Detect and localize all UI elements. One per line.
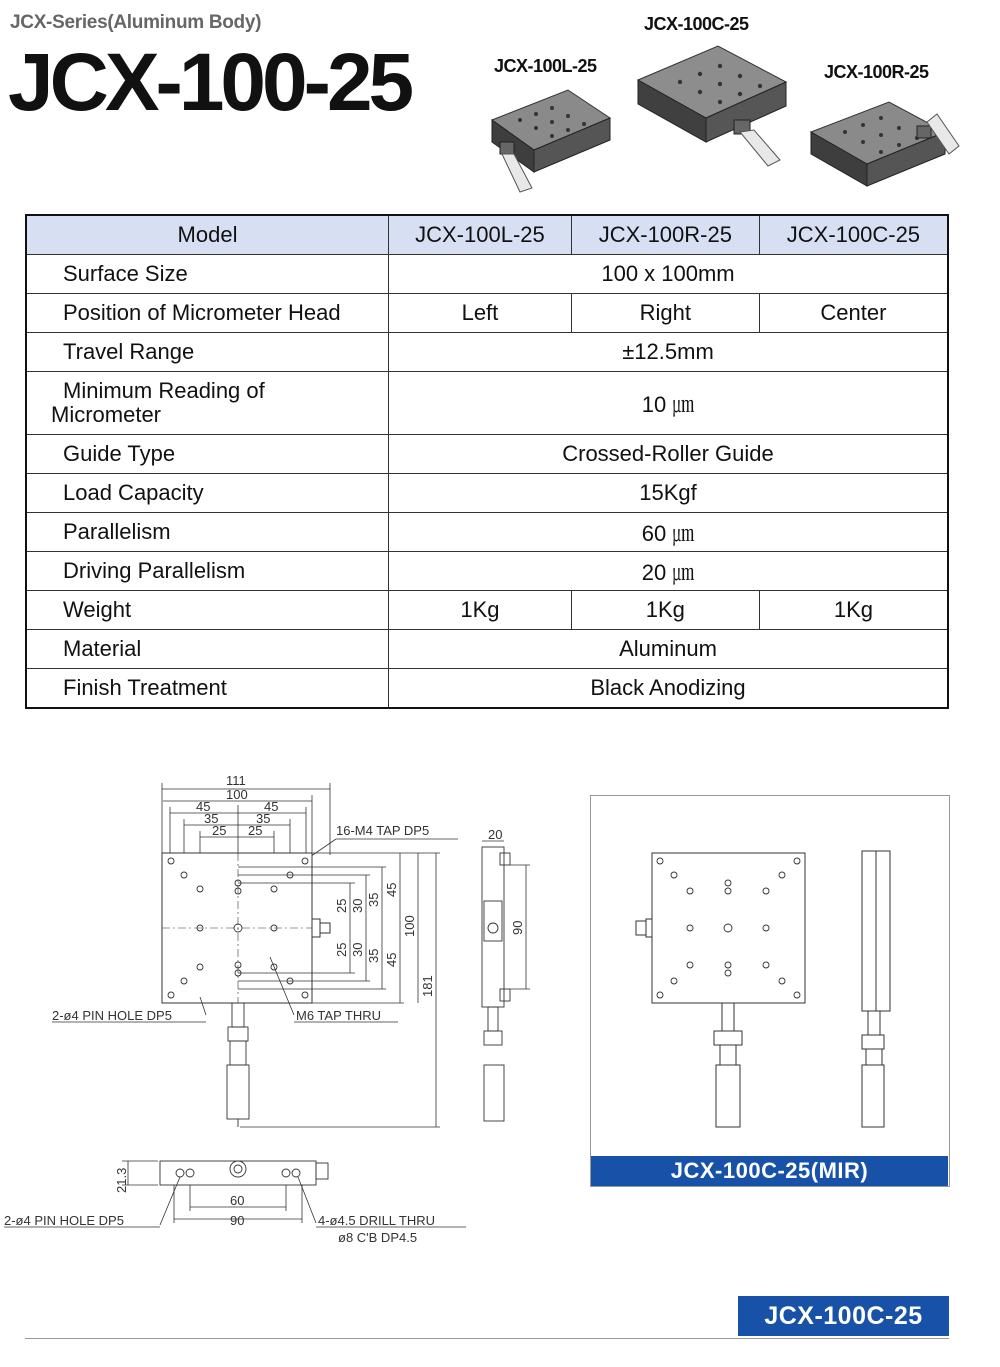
spec-value: 20 ㎛ bbox=[389, 552, 949, 591]
spec-label: Surface Size bbox=[26, 255, 389, 294]
product-image-right bbox=[805, 92, 965, 197]
spec-value: Right bbox=[571, 294, 759, 333]
product-label-center: JCX-100C-25 bbox=[644, 14, 749, 34]
spec-label: Parallelism bbox=[26, 513, 389, 552]
v-25a: 25 bbox=[334, 898, 349, 913]
spec-row-minread bbox=[26, 372, 948, 435]
v-35b: 35 bbox=[366, 948, 381, 963]
technical-drawing bbox=[0, 765, 525, 1250]
spec-value: Left bbox=[389, 294, 572, 333]
spec-label: Weight bbox=[26, 591, 389, 630]
v-30b: 30 bbox=[350, 942, 365, 957]
m6-note: M6 TAP THRU bbox=[296, 1008, 382, 1023]
spec-label-line2: Micrometer bbox=[51, 402, 162, 427]
spec-table bbox=[25, 214, 949, 709]
spec-value: 1Kg bbox=[759, 591, 948, 630]
spec-header-row bbox=[26, 215, 948, 255]
spec-row-travel bbox=[26, 333, 948, 372]
product-image-left bbox=[480, 80, 620, 195]
spec-value: Center bbox=[759, 294, 948, 333]
dim-111: 111 bbox=[226, 773, 246, 788]
product-label-right: JCX-100R-25 bbox=[824, 62, 929, 82]
spec-label-line1: Minimum Reading of bbox=[63, 378, 265, 403]
footer-model-badge: JCX-100C-25 bbox=[738, 1296, 949, 1336]
spec-value: 15Kgf bbox=[389, 474, 949, 513]
v-181: 181 bbox=[420, 975, 435, 997]
header-model-label: Model bbox=[26, 215, 389, 255]
series-title: JCX-Series(Aluminum Body) bbox=[10, 12, 262, 33]
cb-note: ø8 C'B DP4.5 bbox=[338, 1230, 418, 1245]
header-model-c: JCX-100C-25 bbox=[759, 215, 948, 255]
product-label-left: JCX-100L-25 bbox=[494, 56, 597, 76]
dim-25b: 25 bbox=[248, 823, 263, 838]
mir-drawing bbox=[590, 795, 948, 1155]
v-35a: 35 bbox=[366, 892, 381, 907]
spec-value: Black Anodizing bbox=[389, 669, 949, 709]
spec-label bbox=[26, 372, 389, 435]
dim-25a: 25 bbox=[212, 823, 227, 838]
header-model-r: JCX-100R-25 bbox=[571, 215, 759, 255]
mir-label: JCX-100C-25(MIR) bbox=[591, 1156, 948, 1186]
v-45b: 45 bbox=[384, 952, 399, 967]
v-100: 100 bbox=[402, 915, 417, 937]
spec-row-material bbox=[26, 630, 948, 669]
spec-row-position bbox=[26, 294, 948, 333]
spec-value: Aluminum bbox=[389, 630, 949, 669]
spec-value: 1Kg bbox=[389, 591, 572, 630]
spec-value: 100 x 100mm bbox=[389, 255, 949, 294]
tap-note: 16-M4 TAP DP5 bbox=[336, 823, 430, 838]
spec-row-finish bbox=[26, 669, 948, 709]
spec-label: Driving Parallelism bbox=[26, 552, 389, 591]
spec-value: Crossed-Roller Guide bbox=[389, 435, 949, 474]
dim-35a: 35 bbox=[204, 811, 219, 826]
pin-note2: 2-ø4 PIN HOLE DP5 bbox=[4, 1213, 124, 1228]
footer-divider bbox=[25, 1338, 949, 1339]
spec-label: Material bbox=[26, 630, 389, 669]
spec-value: 1Kg bbox=[571, 591, 759, 630]
spec-label: Load Capacity bbox=[26, 474, 389, 513]
spec-row-guide bbox=[26, 435, 948, 474]
dim-35b: 35 bbox=[256, 811, 271, 826]
v-30a: 30 bbox=[350, 898, 365, 913]
bot-90: 90 bbox=[230, 1213, 245, 1228]
spec-label: Finish Treatment bbox=[26, 669, 389, 709]
model-title: JCX-100-25 bbox=[8, 37, 411, 128]
header-model-l: JCX-100L-25 bbox=[389, 215, 572, 255]
spec-row-weight bbox=[26, 591, 948, 630]
pin-note: 2-ø4 PIN HOLE DP5 bbox=[52, 1008, 172, 1023]
spec-value: 10 ㎛ bbox=[389, 372, 949, 435]
drill-note: 4-ø4.5 DRILL THRU bbox=[318, 1213, 436, 1228]
spec-value: ±12.5mm bbox=[389, 333, 949, 372]
side-20: 20 bbox=[488, 827, 503, 842]
dim-45b: 45 bbox=[264, 799, 279, 814]
product-image-center bbox=[630, 38, 795, 168]
spec-row-parallelism bbox=[26, 513, 948, 552]
spec-label: Guide Type bbox=[26, 435, 389, 474]
spec-row-driving-parallelism bbox=[26, 552, 948, 591]
v-45a: 45 bbox=[384, 882, 399, 897]
h-21: 21.3 bbox=[114, 1167, 129, 1193]
spec-label: Travel Range bbox=[26, 333, 389, 372]
spec-row-surface bbox=[26, 255, 948, 294]
spec-value: 60 ㎛ bbox=[389, 513, 949, 552]
v-25b: 25 bbox=[334, 942, 349, 957]
bot-60: 60 bbox=[230, 1193, 245, 1208]
spec-label: Position of Micrometer Head bbox=[26, 294, 389, 333]
dim-100: 100 bbox=[226, 787, 248, 802]
side-90: 90 bbox=[510, 920, 525, 935]
spec-row-load bbox=[26, 474, 948, 513]
dim-45a: 45 bbox=[196, 799, 211, 814]
